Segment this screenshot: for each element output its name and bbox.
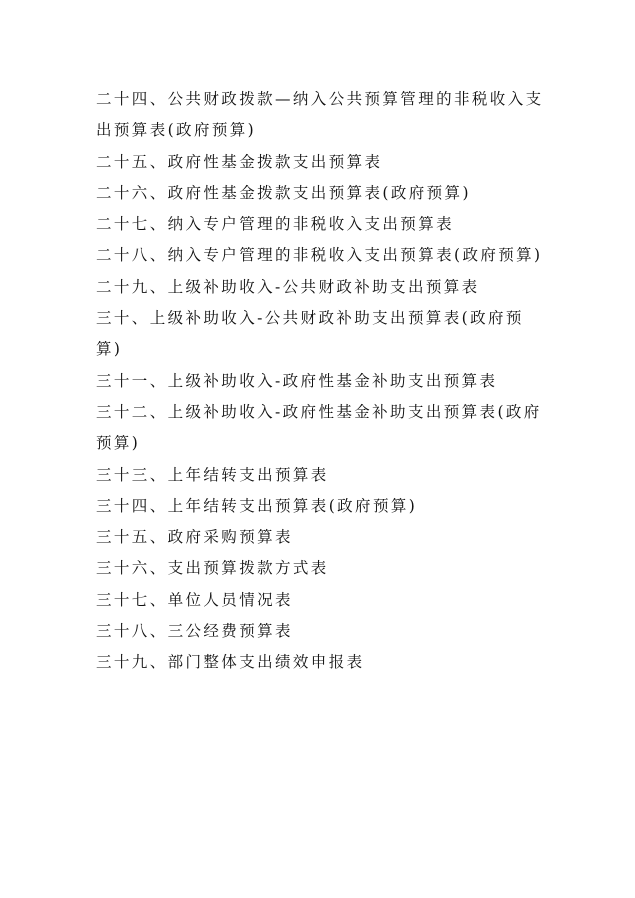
toc-item-24: 二十四、公共财政拨款—纳入公共预算管理的非税收入支出预算表(政府预算) [96, 90, 544, 140]
toc-item-39: 三十九、部门整体支出绩效申报表 [96, 653, 365, 672]
toc-item-29: 二十九、上级补助收入-公共财政补助支出预算表 [96, 277, 480, 296]
toc-item-28: 二十八、纳入专户管理的非税收入支出预算表(政府预算) [96, 246, 543, 265]
table-of-contents [96, 84, 546, 679]
toc-item-35: 三十五、政府采购预算表 [96, 528, 293, 547]
toc-item-36: 三十六、支出预算拨款方式表 [96, 559, 329, 578]
toc-item-26: 二十六、政府性基金拨款支出预算表(政府预算) [96, 183, 471, 202]
toc-item-38: 三十八、三公经费预算表 [96, 622, 293, 641]
toc-item-37: 三十七、单位人员情况表 [96, 590, 293, 609]
toc-item-27: 二十七、纳入专户管理的非税收入支出预算表 [96, 215, 455, 234]
toc-item-25: 二十五、政府性基金拨款支出预算表 [96, 152, 383, 171]
toc-item-33: 三十三、上年结转支出预算表 [96, 465, 329, 484]
toc-item-30: 三十、上级补助收入-公共财政补助支出预算表(政府预算) [96, 309, 524, 359]
toc-item-31: 三十一、上级补助收入-政府性基金补助支出预算表 [96, 371, 498, 390]
toc-item-32: 三十二、上级补助收入-政府性基金补助支出预算表(政府预算) [96, 402, 542, 453]
toc-item-34: 三十四、上年结转支出预算表(政府预算) [96, 496, 418, 515]
